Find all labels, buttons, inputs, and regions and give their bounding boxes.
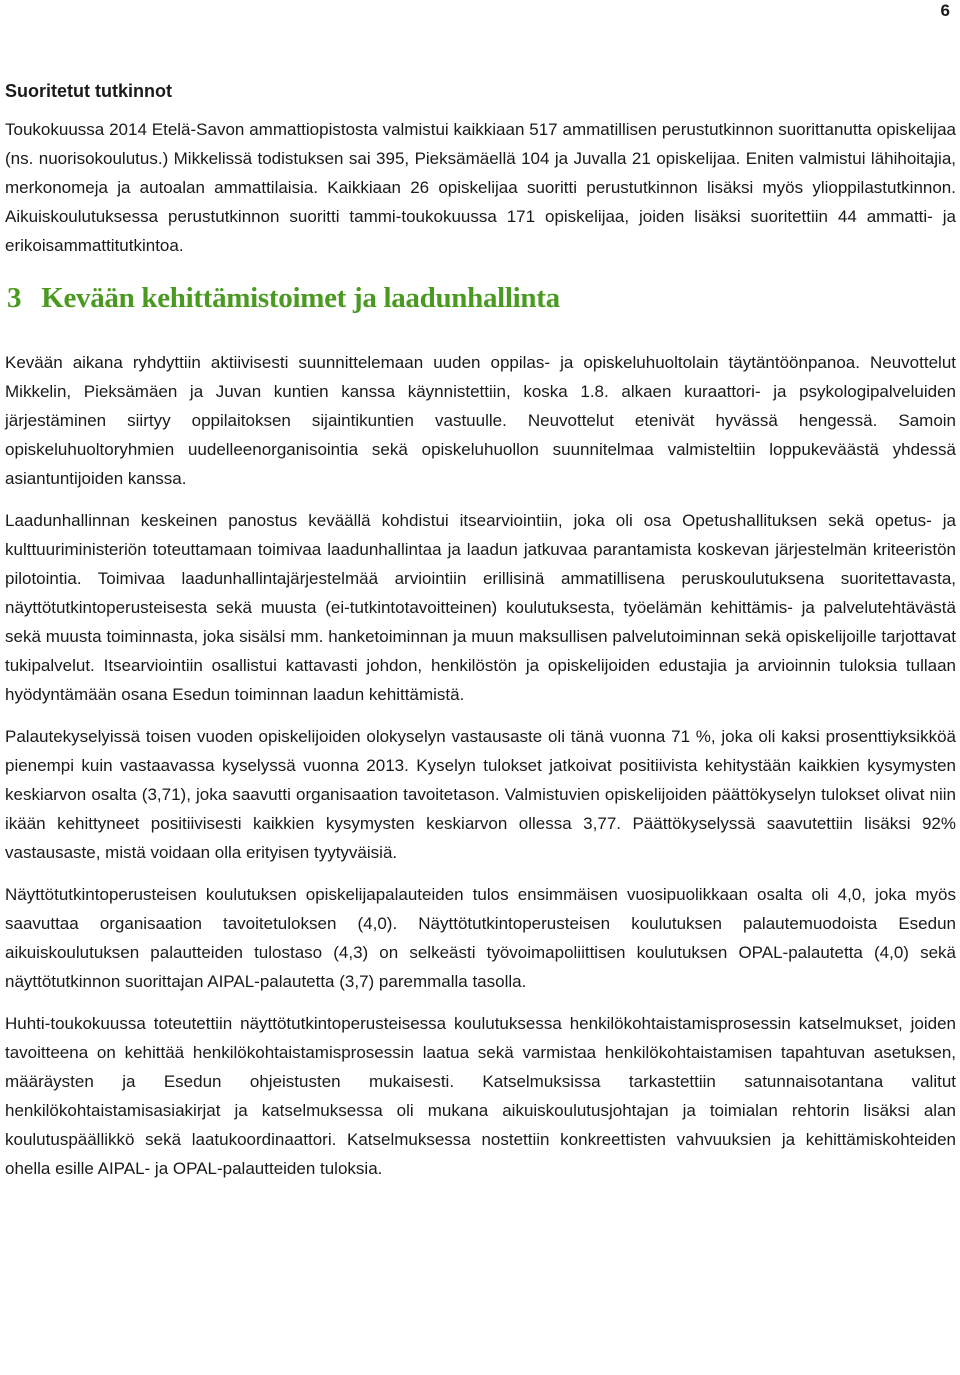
chapter-number: 3	[7, 282, 22, 314]
paragraph-student-welfare: Kevään aikana ryhdyttiin aktiivisesti suunnittelemaan uuden oppilas- ja opiskeluhuoltolain täytäntöönpanoa. Neuvottelut Mikkelin, Pieksämäen ja Juvan kuntien kanssa käynnistettiin, koska 1.8. alkaen kuraattori- ja psykologipalveluiden järjestäminen siirtyy oppilaitoksen sijaintikuntien vastuulle. Neuvottelut etenivät hyvässä hengessä. Samoin opiskeluhuoltoryhmien uudelleenorganisointia sekä opiskeluhuollon suunnitelmaa valmisteltiin loppukeväästä yhdessä asiantuntijoiden kanssa.	[5, 353, 956, 488]
paragraph-quality-management: Laadunhallinnan keskeinen panostus keväällä kohdistui itsearviointiin, joka oli osa Opetushallituksen sekä opetus- ja kulttuuriministeriön toteuttamaan toimivaa laadunhallintaa ja laadun jatkuvaa parantamista koskevan järjestelmän kriteeristön pilotointia. Toimivaa laadunhallintajärjestelmää arviointiin erillisinä ammatillisena peruskoulutuksena suoritettavasta, näyttötutkintoperusteisesta sekä muusta (ei-tutkintotavoitteinen) koulutuksesta, työelämän kehittämis- ja palvelutehtävästä sekä muusta toiminnasta, joka sisälsi mm. hanketoiminnan ja muun maksullisen palvelutoiminnan sekä opiskelijoille tarjottavat tukipalvelut. Itsearviointiin osallistui kattavasti johdon, henkilöstön ja opiskelijoiden edustajia ja arvioinnin tuloksia tullaan hyödyntämään osana Esedun toiminnan laadun kehittämistä.	[5, 511, 956, 704]
chapter-title: Kevään kehittämistoimet ja laadunhallinta	[41, 282, 560, 314]
paragraph-personalisation-reviews: Huhti-toukokuussa toteutettiin näyttötutkintoperusteisessa koulutuksessa henkilökohtaistamisprosessin katselmukset, joiden tavoitteena on kehittää henkilökohtaistamisprosessin laatua sekä varmistaa henkilökohtaistamisen tapahtuvan asetuksen, määräysten ja Esedun ohjeistusten mukaisesti. Katselmuksissa tarkastettiin satunnaisotantana valitut henkilökohtaistamisasiakirjat ja katselmuksessa oli mukana aikuiskoulutusjohtajan ja toimialan rehtorin lisäksi alan koulutuspäällikkö sekä laatukoordinaattori. Katselmuksessa nostettiin konkreettisten vahvuuksien ja kehittämiskohteiden ohella esille AIPAL- ja OPAL-palautteiden tuloksia.	[5, 1014, 956, 1178]
paragraph-competence-feedback: Näyttötutkintoperusteisen koulutuksen opiskelijapalauteiden tulos ensimmäisen vuosipuolikkaan osalta oli 4,0, joka myös saavuttaa organisaation tavoitetuloksen (4,0). Näyttötutkintoperusteisen koulutuksen palautemuodoista Esedun aikuiskoulutuksen palautteiden tulostaso (4,3) on selkeästi työvoimapoliittisen koulutuksen OPAL-palautetta (4,0) sekä näyttötutkinnon suorittajan AIPAL-palautetta (3,7) paremmalla tasolla.	[5, 885, 956, 991]
paragraph-completed-degrees: Toukokuussa 2014 Etelä-Savon ammattiopistosta valmistui kaikkiaan 517 ammatillisen perustutkinnon suorittanutta opiskelijaa (ns. nuorisokoulutus.) Mikkelissä todistuksen sai 395, Pieksämäellä 104 ja Juvalla 21 opiskelijaa. Eniten valmistui lähihoitajia, merkonomeja ja autoalan ammattilaisia. Kaikkiaan 26 opiskelijaa suoritti perustutkinnon lisäksi myös ylioppilastutkinnon. Aikuiskoulutuksessa perustutkinnon suoritti tammi-toukokuussa 171 opiskelijaa, joiden lisäksi suoritettiin 44 ammatti- ja erikoisammattitutkintoa.	[5, 120, 956, 255]
chapter-heading	[7, 278, 956, 318]
document-body	[5, 78, 956, 1183]
section-title: Suoritetut tutkinnot	[5, 81, 172, 101]
page-number: 6	[940, 1, 950, 20]
paragraph-feedback-surveys: Palautekyselyissä toisen vuoden opiskelijoiden olokyselyn vastausaste oli tänä vuonna 71 %, joka oli kaksi prosenttiyksikköä pienempi kuin vastaavassa kyselyssä vuonna 2013. Kyselyn tulokset jatkoivat positiivista kehitystään kaikkien kysymysten keskiarvon osalta (3,71), joka saavutti organisaation tavoitetason. Valmistuvien opiskelijoiden päättökyselyn tulokset olivat niin ikään kehittyneet positiivisesti kaikkien kysymysten keskiarvon ollessa 3,77. Päättökyselyssä saavutettiin lisäksi 92% vastausaste, mistä voidaan olla erityisen tyytyväisiä.	[5, 727, 956, 862]
